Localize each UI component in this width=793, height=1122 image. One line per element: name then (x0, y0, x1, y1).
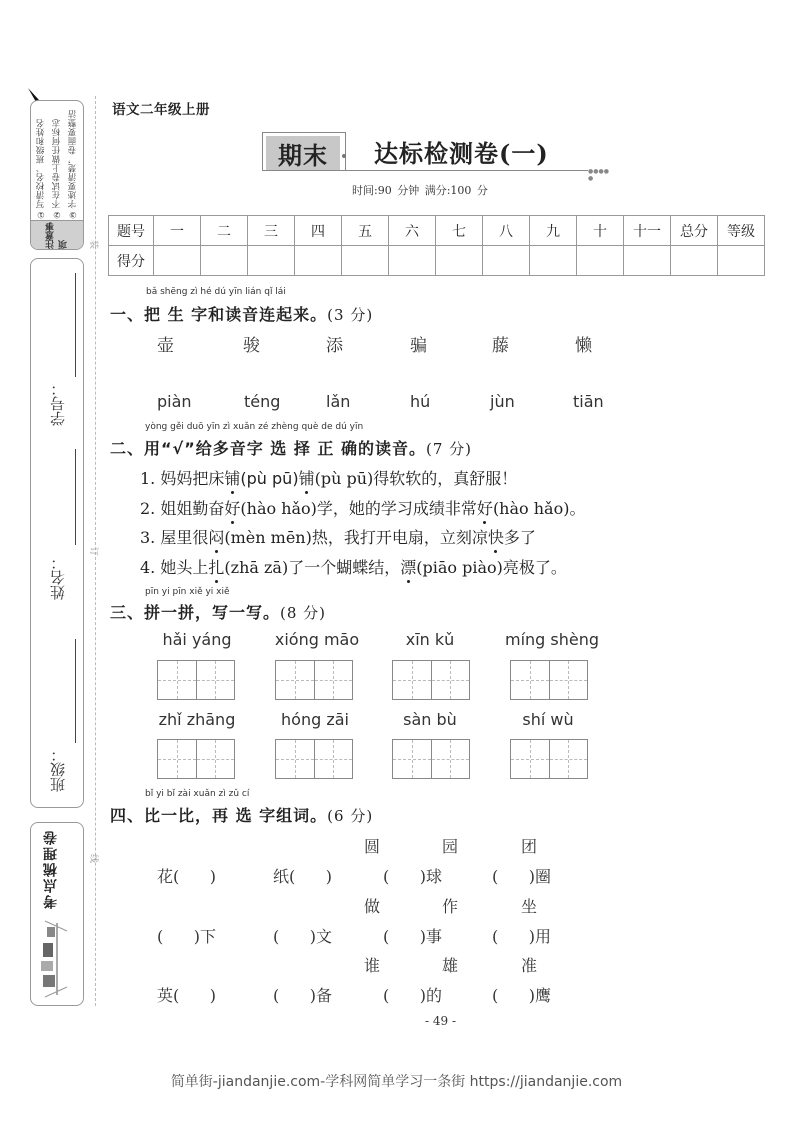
word-pinyin: hǎi yáng (162, 630, 232, 649)
student-id-field[interactable]: 学号： (48, 381, 67, 426)
bar-chart-icon (37, 919, 77, 999)
fill-blank[interactable]: ( )圈 (492, 867, 552, 886)
score-cell[interactable] (342, 246, 389, 276)
score-cell[interactable] (718, 246, 765, 276)
pinyin-option: jùn (490, 392, 515, 411)
fill-blank[interactable]: ( )备 (273, 986, 333, 1005)
section-3-title: 三、拼一拼，写一写。(8 分) (110, 603, 327, 622)
pinyin-option: hú (410, 392, 431, 411)
target-char: 好 (224, 499, 241, 518)
title-highlight: 期末 (266, 136, 340, 170)
fill-blank[interactable]: ( )鹰 (492, 986, 552, 1005)
target-char: 闷 (208, 528, 225, 547)
word-pinyin: xīn kǔ (405, 630, 455, 649)
notice-box (30, 100, 84, 250)
word-pinyin: zhǐ zhāng (158, 710, 236, 729)
pronunciation-choice[interactable]: (zhā zā)了一个蝴蝶结， (224, 558, 401, 577)
fill-blank[interactable]: ( )球 (383, 867, 443, 886)
choice-char: 圆 (364, 837, 381, 856)
writing-grid[interactable] (392, 739, 470, 779)
writing-grid[interactable] (157, 739, 235, 779)
student-info-box (30, 258, 84, 808)
page-number: - 49 - (425, 1014, 457, 1028)
decorative-dots: ●●●● ● (588, 168, 609, 182)
writing-grid[interactable] (392, 660, 470, 700)
choice-char: 团 (521, 837, 538, 856)
choice-char: 作 (442, 897, 459, 916)
choice-char: 雄 (442, 956, 459, 975)
target-char: 铺 (298, 469, 315, 488)
binding-char: 线 (88, 853, 99, 864)
notice-item: ③字迹要清楚，卷面要整洁 (68, 109, 78, 219)
target-char: 好 (476, 499, 493, 518)
pinyin-option: téng (244, 392, 281, 411)
section-3-pinyin: pīn yi pīn xiě yi xiě (145, 587, 230, 597)
score-cell[interactable] (201, 246, 248, 276)
choice-char: 园 (442, 837, 459, 856)
word-pinyin: sàn bù (403, 710, 457, 729)
score-cell[interactable] (295, 246, 342, 276)
fill-blank[interactable]: ( )用 (492, 927, 552, 946)
writing-grid[interactable] (157, 660, 235, 700)
fill-blank[interactable]: ( )下 (157, 927, 217, 946)
score-table (108, 215, 765, 276)
score-cell[interactable] (577, 246, 624, 276)
table-row: 得分 (109, 246, 765, 276)
section-2-title: 二、用“√”给多音字 选 择 正 确的读音。(7 分) (110, 439, 473, 458)
score-cell[interactable] (154, 246, 201, 276)
pronunciation-choice[interactable]: (mèn mēn)热，我打开电扇，立刻凉 (224, 528, 488, 547)
word-pinyin: míng shèng (504, 630, 600, 649)
score-cell[interactable] (483, 246, 530, 276)
word-pinyin: xióng māo (274, 630, 360, 649)
fill-blank[interactable]: 英( ) (157, 986, 217, 1005)
character: 藤 (492, 336, 509, 356)
notice-item: ①写清校名、班级和姓名 (36, 118, 46, 219)
word-pinyin: hóng zāi (281, 710, 349, 729)
fill-blank[interactable]: 纸( ) (273, 867, 333, 886)
footer-watermark: 简单街-jiandanjie.com-学科网简单学习一条街 https://jiandanjie.com (170, 1074, 623, 1090)
brand-box (30, 822, 84, 1006)
brand-label: 考点梳理卷 (43, 829, 59, 909)
choice-char: 做 (364, 897, 381, 916)
character: 壶 (157, 336, 174, 356)
pinyin-option: piàn (157, 392, 192, 411)
notice-title: 注意事项 (46, 222, 69, 249)
section-2-pinyin: yòng gěi duō yīn zì xuǎn zé zhèng què de dú yīn (145, 422, 364, 432)
section-4-title: 四、比一比，再 选 字组词。(6 分) (110, 806, 374, 825)
target-char: 快 (487, 528, 504, 547)
question-sentence: 1. 妈妈把床铺(pù pū)铺(pù pū)得软软的，真舒服！ (140, 469, 518, 488)
question-sentence: 4. 她头上扎(zhā zā)了一个蝴蝶结，漂(piāo piào)亮极了。 (140, 558, 567, 577)
score-cell[interactable] (248, 246, 295, 276)
target-char: 扎 (208, 558, 225, 577)
fill-blank[interactable]: ( )事 (383, 927, 443, 946)
score-cell[interactable] (671, 246, 718, 276)
binding-char: 装 (88, 239, 99, 250)
target-char: 铺 (224, 469, 241, 488)
class-line (75, 639, 76, 743)
question-sentence: 2. 姐姐勤奋好(hào hǎo)学，她的学习成绩非常好(hào hǎo)。 (140, 499, 586, 518)
score-cell[interactable] (436, 246, 483, 276)
section-1-pinyin: bǎ shēng zì hé dú yīn lián qǐ lái (146, 287, 286, 297)
exam-meta: 时间:90 分钟 满分:100 分 (352, 184, 488, 197)
writing-grid[interactable] (510, 660, 588, 700)
writing-grid[interactable] (510, 739, 588, 779)
section-4-pinyin: bǐ yi bǐ zài xuǎn zì zǔ cí (145, 789, 250, 799)
name-field[interactable]: 姓名： (48, 555, 67, 600)
character: 懒 (575, 336, 592, 356)
question-sentence: 3. 屋里很闷(mèn mēn)热，我打开电扇，立刻凉快多了 (140, 528, 536, 547)
pronunciation-choice[interactable]: (piāo piào)亮极了。 (416, 558, 567, 577)
fill-blank[interactable]: ( )文 (273, 927, 333, 946)
table-row: 题号 一 二 三 四 五 六 七 八 九 十 十一 总分 等级 (109, 216, 765, 246)
score-cell[interactable] (530, 246, 577, 276)
writing-grid[interactable] (275, 739, 353, 779)
subject-label: 语文二年级上册 (112, 102, 210, 118)
character: 骏 (243, 336, 260, 356)
fill-blank[interactable]: 花( ) (157, 867, 217, 886)
choice-char: 准 (521, 956, 538, 975)
pronunciation-choice[interactable]: (hào hǎo)学，她的学习成绩非常 (240, 499, 477, 518)
score-cell[interactable] (389, 246, 436, 276)
character: 骗 (410, 336, 427, 356)
class-field[interactable]: 班级： (48, 747, 67, 792)
target-char: 漂 (400, 558, 417, 577)
title-main: 达标检测卷(一) (374, 139, 549, 168)
page-title (262, 132, 609, 182)
pronunciation-choice[interactable]: (hào hǎo)。 (492, 499, 586, 518)
word-pinyin: shí wù (522, 710, 574, 729)
notice-item: ②不在试卷上做任何标志 (52, 118, 62, 219)
student-id-line (75, 273, 76, 377)
pronunciation-choice[interactable]: (pù pū) (240, 469, 299, 488)
pinyin-option: tiān (573, 392, 604, 411)
character: 添 (326, 336, 343, 356)
choice-char: 坐 (521, 897, 538, 916)
section-1-title: 一、把 生 字和读音连起来。(3 分) (110, 305, 374, 324)
binding-char: 订 (88, 546, 99, 557)
pinyin-option: lǎn (326, 392, 351, 411)
score-cell[interactable] (624, 246, 671, 276)
writing-grid[interactable] (275, 660, 353, 700)
choice-char: 谁 (364, 956, 381, 975)
fill-blank[interactable]: ( )的 (383, 986, 443, 1005)
name-line (75, 449, 76, 545)
